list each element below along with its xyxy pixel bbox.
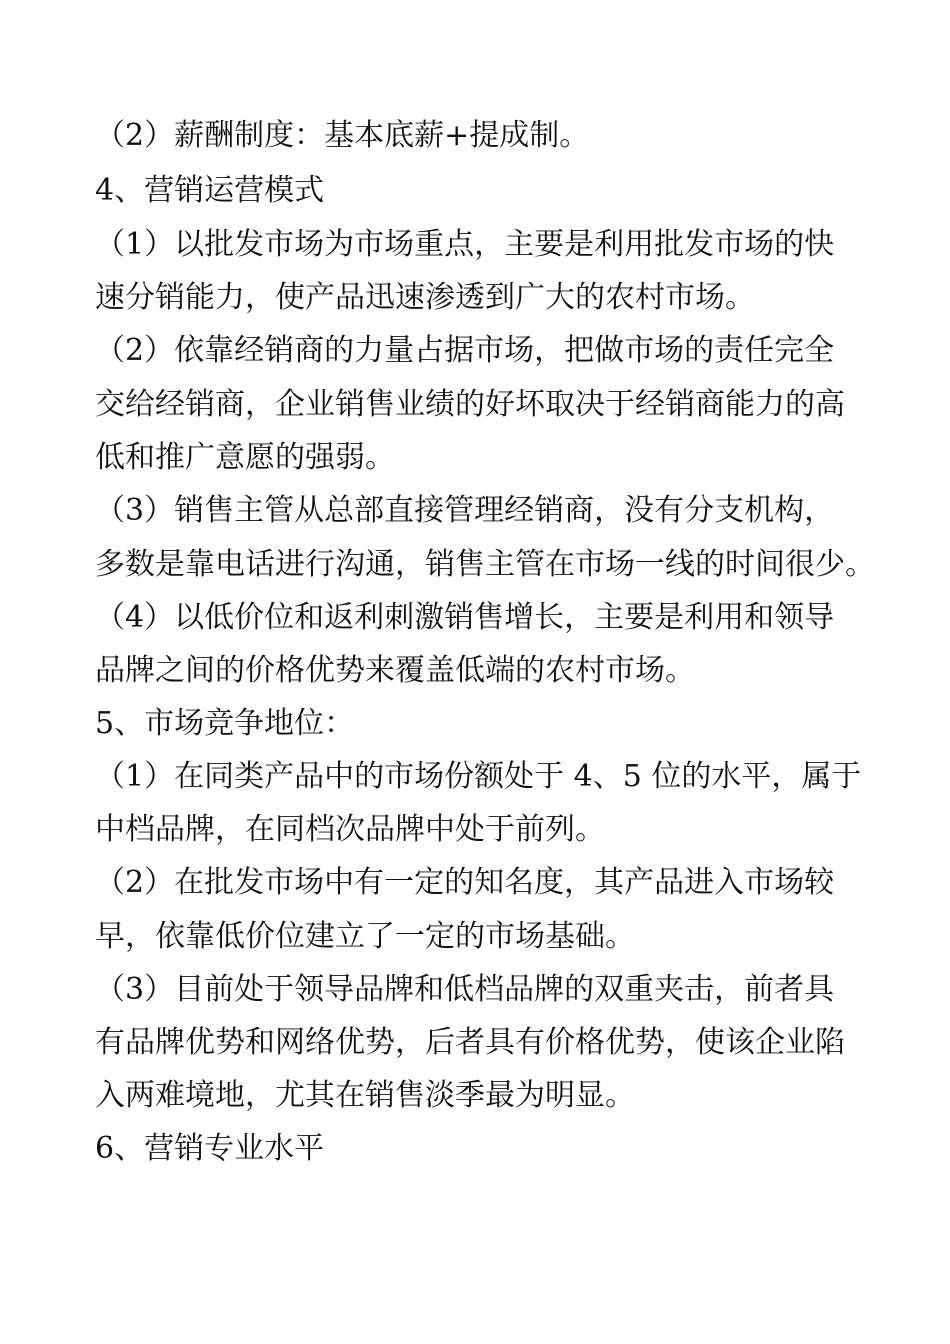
section-heading: 6、营销专业水平 — [95, 1131, 325, 1166]
paragraph-line: 交给经销商，企业销售业绩的好坏取决于经销商能力的高 — [95, 387, 845, 422]
paragraph-line: （3）销售主管从总部直接管理经销商，没有分支机构， — [95, 493, 835, 528]
paragraph-line: 早，依靠低价位建立了一定的市场基础。 — [95, 919, 635, 954]
paragraph-line: 低和推广意愿的强弱。 — [95, 440, 395, 475]
paragraph-line: 入两难境地，尤其在销售淡季最为明显。 — [95, 1078, 635, 1113]
section-heading: 4、营销运营模式 — [95, 173, 325, 208]
paragraph-line: 品牌之间的价格优势来覆盖低端的农村市场。 — [95, 653, 695, 688]
section-heading: 5、市场竞争地位： — [95, 706, 355, 741]
paragraph-line: 中档品牌，在同档次品牌中处于前列。 — [95, 812, 605, 847]
paragraph-line: （2）薪酬制度：基本底薪+提成制。 — [95, 118, 590, 153]
paragraph-line: （2）依靠经销商的力量占据市场，把做市场的责任完全 — [95, 333, 835, 368]
paragraph-line: （1）在同类产品中的市场份额处于 4、5 位的水平，属于 — [95, 759, 862, 794]
paragraph-line: （3）目前处于领导品牌和低档品牌的双重夹击，前者具 — [95, 972, 835, 1007]
paragraph-line: 速分销能力，使产品迅速渗透到广大的农村市场。 — [95, 280, 755, 315]
paragraph-line: 有品牌优势和网络优势，后者具有价格优势，使该企业陷 — [95, 1025, 845, 1060]
paragraph-line: （2）在批发市场中有一定的知名度，其产品进入市场较 — [95, 865, 835, 900]
paragraph-line: 多数是靠电话进行沟通，销售主管在市场一线的时间很少。 — [95, 547, 875, 582]
paragraph-line: （1）以批发市场为市场重点，主要是利用批发市场的快 — [95, 227, 835, 262]
paragraph-line: （4）以低价位和返利刺激销售增长，主要是利用和领导 — [95, 600, 835, 635]
